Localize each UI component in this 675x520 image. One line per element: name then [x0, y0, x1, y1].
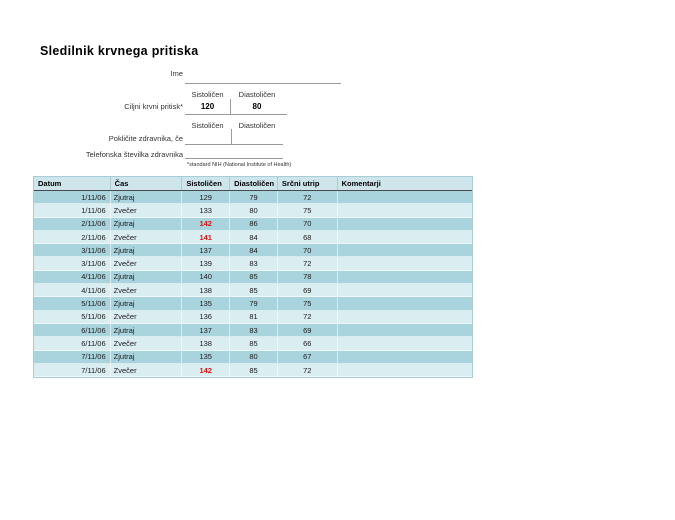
cell-dia[interactable]: 80 [230, 204, 278, 216]
cell-sys[interactable]: 138 [182, 337, 230, 349]
cell-time[interactable]: Zvečer [111, 204, 183, 216]
header-systolic: Sistoličen [182, 177, 230, 190]
call-doctor-underline [185, 132, 283, 145]
cell-time[interactable]: Zjutraj [111, 324, 183, 336]
table-row [34, 284, 472, 297]
header-diastolic: Diastoličen [230, 177, 278, 190]
cell-comment[interactable] [338, 218, 472, 230]
name-label: Ime [170, 69, 183, 78]
cell-comment[interactable] [338, 337, 472, 349]
target-systolic-value[interactable]: 120 [200, 102, 215, 111]
cell-dia[interactable]: 79 [230, 297, 278, 309]
cell-pulse[interactable]: 75 [278, 204, 338, 216]
cell-pulse[interactable]: 67 [278, 351, 338, 363]
header-pulse: Srčni utrip [278, 177, 338, 190]
target-diastolic-value[interactable]: 80 [252, 102, 262, 111]
cell-sys[interactable]: 138 [182, 284, 230, 296]
cell-pulse[interactable]: 78 [278, 271, 338, 283]
call-doctor-systolic-label: Sistoličen [191, 121, 224, 130]
cell-time[interactable]: Zjutraj [111, 191, 183, 203]
table-row [34, 204, 472, 217]
cell-comment[interactable] [338, 244, 472, 256]
target-systolic-label: Sistoličen [191, 90, 224, 99]
header-date: Datum [34, 177, 111, 190]
cell-pulse[interactable]: 68 [278, 231, 338, 243]
table-row [34, 231, 472, 244]
cell-date[interactable]: 2/11/06 [34, 218, 111, 230]
cell-date[interactable]: 7/11/06 [34, 364, 111, 376]
table-body [34, 191, 472, 377]
cell-dia[interactable]: 83 [230, 324, 278, 336]
cell-sys[interactable]: 139 [182, 257, 230, 269]
target-bp-underline [185, 102, 287, 115]
doctor-phone-label: Telefonska številka zdravnika [85, 150, 183, 159]
cell-date[interactable]: 6/11/06 [34, 337, 111, 349]
cell-date[interactable]: 5/11/06 [34, 297, 111, 309]
cell-dia[interactable]: 85 [230, 364, 278, 376]
cell-pulse[interactable]: 70 [278, 218, 338, 230]
cell-sys[interactable]: 136 [182, 311, 230, 323]
cell-time[interactable]: Zjutraj [111, 218, 183, 230]
cell-pulse[interactable]: 69 [278, 324, 338, 336]
cell-sys[interactable]: 129 [182, 191, 230, 203]
cell-pulse[interactable]: 72 [278, 257, 338, 269]
name-field[interactable] [185, 71, 341, 84]
header-comments: Komentarji [341, 179, 381, 188]
cell-date[interactable]: 3/11/06 [34, 257, 111, 269]
cell-sys[interactable]: 142 [182, 364, 230, 376]
cell-time[interactable]: Zvečer [111, 311, 183, 323]
cell-date[interactable]: 2/11/06 [34, 231, 111, 243]
cell-time[interactable]: Zvečer [111, 284, 183, 296]
table-header-row [34, 177, 472, 191]
cell-time[interactable]: Zvečer [111, 257, 183, 269]
cell-sys[interactable]: 141 [182, 231, 230, 243]
cell-time[interactable]: Zvečer [111, 364, 183, 376]
cell-pulse[interactable]: 75 [278, 297, 338, 309]
cell-sys[interactable]: 140 [182, 271, 230, 283]
table-row [34, 218, 472, 231]
cell-date[interactable]: 3/11/06 [34, 244, 111, 256]
table-row [34, 324, 472, 337]
cell-time[interactable]: Zvečer [111, 337, 183, 349]
cell-sys[interactable]: 142 [182, 218, 230, 230]
cell-sys[interactable]: 135 [182, 351, 230, 363]
cell-time[interactable]: Zjutraj [111, 271, 183, 283]
header-time: Čas [111, 177, 183, 190]
cell-comment[interactable] [338, 204, 472, 216]
cell-date[interactable]: 4/11/06 [34, 284, 111, 296]
cell-sys[interactable]: 133 [182, 204, 230, 216]
nih-standard-footnote: *standard NIH (National Institute of Health) [187, 162, 292, 168]
cell-dia[interactable]: 84 [230, 244, 278, 256]
cell-comment[interactable] [338, 324, 472, 336]
cell-comment[interactable] [338, 191, 472, 203]
cell-comment[interactable] [338, 231, 472, 243]
cell-dia[interactable]: 81 [230, 311, 278, 323]
cell-date[interactable]: 5/11/06 [34, 311, 111, 323]
cell-time[interactable]: Zvečer [111, 231, 183, 243]
cell-pulse[interactable]: 69 [278, 284, 338, 296]
readings-table [33, 176, 473, 378]
doctor-phone-field[interactable] [185, 146, 283, 159]
cell-time[interactable]: Zjutraj [111, 244, 183, 256]
cell-pulse[interactable]: 70 [278, 244, 338, 256]
cell-time[interactable]: Zjutraj [111, 297, 183, 309]
table-row [34, 271, 472, 284]
cell-dia[interactable]: 85 [230, 284, 278, 296]
cell-dia[interactable]: 86 [230, 218, 278, 230]
cell-pulse[interactable]: 72 [278, 364, 338, 376]
cell-comment[interactable] [338, 364, 472, 376]
cell-date[interactable]: 7/11/06 [34, 351, 111, 363]
cell-date[interactable]: 1/11/06 [34, 191, 111, 203]
table-row [34, 337, 472, 350]
call-doctor-label: Pokličite zdravnika, če [108, 134, 183, 143]
table-row [34, 311, 472, 324]
target-bp-label: Ciljni krvni pritisk* [124, 102, 183, 111]
cell-comment[interactable] [338, 257, 472, 269]
cell-dia[interactable]: 85 [230, 271, 278, 283]
table-row [34, 364, 472, 377]
table-row [34, 191, 472, 204]
cell-dia[interactable]: 83 [230, 257, 278, 269]
table-row [34, 257, 472, 270]
cell-pulse[interactable]: 72 [278, 191, 338, 203]
cell-comment[interactable] [338, 271, 472, 283]
cell-pulse[interactable]: 66 [278, 337, 338, 349]
cell-sys[interactable]: 137 [182, 324, 230, 336]
cell-comment[interactable] [338, 351, 472, 363]
page-title: Sledilnik krvnega pritiska [40, 44, 199, 58]
table-row [34, 297, 472, 310]
cell-time[interactable]: Zjutraj [111, 351, 183, 363]
table-row [34, 351, 472, 364]
call-doctor-diastolic-label: Diastoličen [238, 121, 276, 130]
cell-dia[interactable]: 85 [230, 337, 278, 349]
cell-dia[interactable]: 80 [230, 351, 278, 363]
cell-pulse[interactable]: 72 [278, 311, 338, 323]
cell-comment[interactable] [338, 297, 472, 309]
cell-sys[interactable]: 137 [182, 244, 230, 256]
target-diastolic-label: Diastoličen [238, 90, 276, 99]
cell-dia[interactable]: 79 [230, 191, 278, 203]
cell-comment[interactable] [338, 311, 472, 323]
cell-date[interactable]: 6/11/06 [34, 324, 111, 336]
cell-date[interactable]: 4/11/06 [34, 271, 111, 283]
cell-date[interactable]: 1/11/06 [34, 204, 111, 216]
table-row [34, 244, 472, 257]
cell-comment[interactable] [338, 284, 472, 296]
cell-sys[interactable]: 135 [182, 297, 230, 309]
cell-dia[interactable]: 84 [230, 231, 278, 243]
